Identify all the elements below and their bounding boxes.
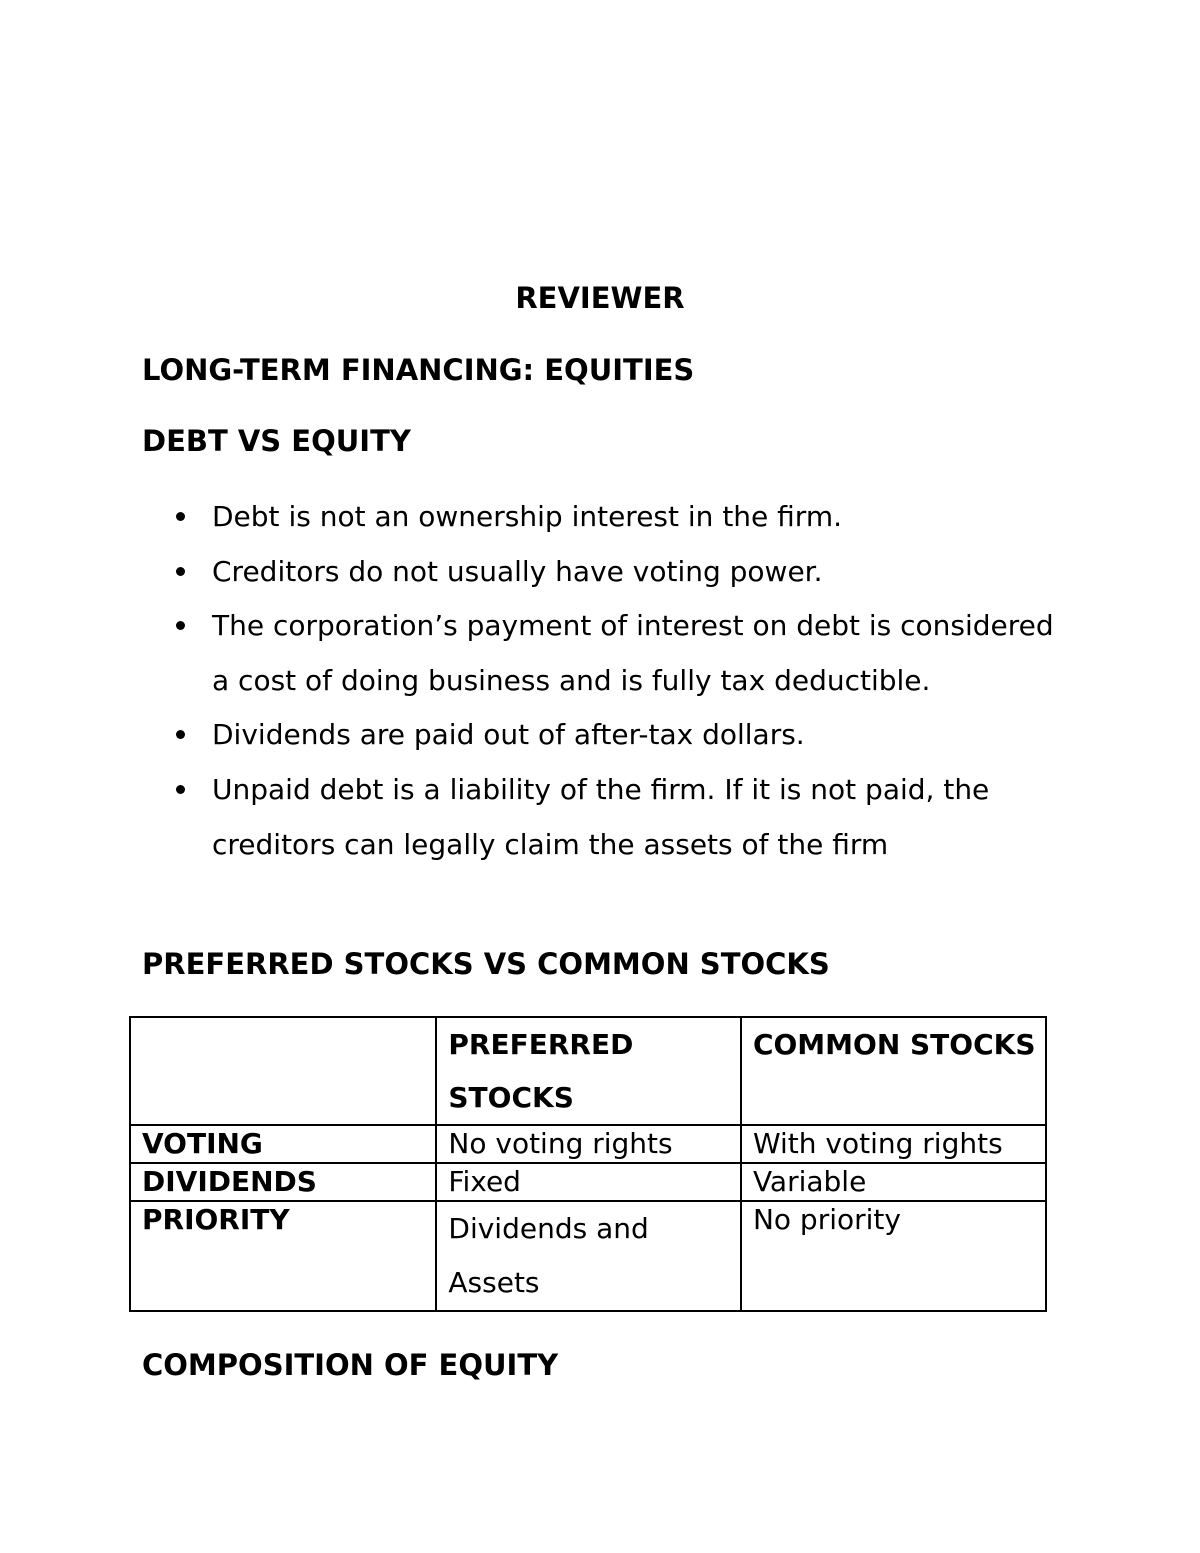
list-item-text: Unpaid debt is a liability of the firm. If it is not paid, the creditors can legally claim the assets of the firm (212, 772, 990, 861)
list-item-text: Creditors do not usually have voting power. (212, 554, 823, 588)
list-item-text: The corporation’s payment of interest on debt is considered a cost of doing business and is fully tax deductible. (212, 609, 1054, 697)
section-heading-composition-of-equity: COMPOSITION OF EQUITY (142, 1348, 559, 1382)
list-item (142, 490, 1062, 545)
list-item (142, 545, 1062, 600)
list-item (142, 599, 1062, 708)
bullet-icon (176, 785, 185, 794)
table-cell: Dividends and Assets (436, 1201, 741, 1311)
stocks-comparison-table (129, 1016, 1047, 1312)
bullet-icon (176, 621, 185, 630)
table-cell: No priority (741, 1201, 1046, 1311)
table-row-label: DIVIDENDS (130, 1163, 436, 1201)
bullet-icon (176, 512, 185, 521)
list-item-text: Dividends are paid out of after-tax dollars. (212, 718, 805, 752)
document-title: REVIEWER (515, 281, 685, 315)
table-header-row (130, 1017, 1046, 1125)
table-header-cell (130, 1017, 436, 1125)
table-row (130, 1125, 1046, 1163)
table-cell: No voting rights (436, 1125, 741, 1163)
section-heading-debt-vs-equity: DEBT VS EQUITY (142, 424, 411, 458)
table-row-label: VOTING (130, 1125, 436, 1163)
list-item (142, 763, 1062, 872)
table-header-cell: COMMON STOCKS (741, 1017, 1046, 1125)
list-item (142, 708, 1062, 763)
bullet-icon (176, 730, 185, 739)
section-heading-preferred-vs-common: PREFERRED STOCKS VS COMMON STOCKS (142, 947, 830, 981)
table-cell: Fixed (436, 1163, 741, 1201)
bullet-icon (176, 567, 185, 576)
debt-vs-equity-list (142, 490, 1062, 872)
section-heading-long-term-financing: LONG-TERM FINANCING: EQUITIES (142, 353, 695, 387)
table-row (130, 1163, 1046, 1201)
list-item-text: Debt is not an ownership interest in the firm. (212, 500, 842, 533)
table-cell: Variable (741, 1163, 1046, 1201)
table-cell: With voting rights (741, 1125, 1046, 1163)
table-row (130, 1201, 1046, 1311)
table-row-label: PRIORITY (130, 1201, 436, 1311)
table-header-cell: PREFERRED STOCKS (436, 1017, 741, 1125)
